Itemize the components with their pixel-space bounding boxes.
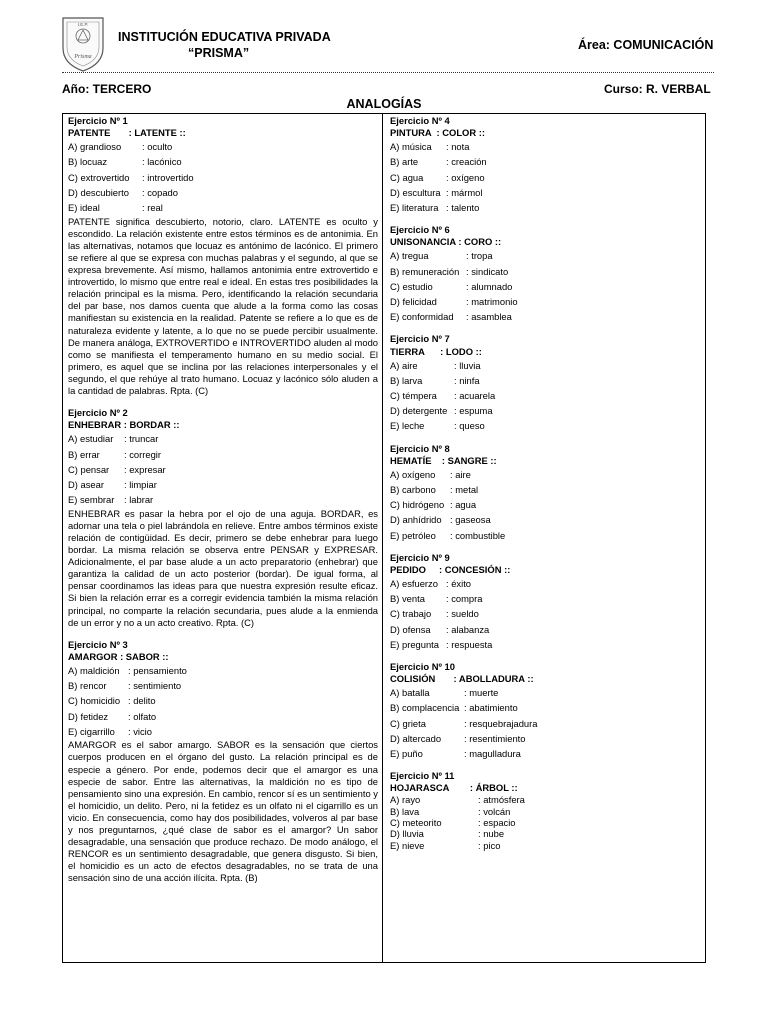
option-e: E) puño : magulladura <box>390 748 521 760</box>
base-pair: COLISIÓN : ABOLLADURA :: <box>390 673 534 685</box>
option-a: A) aire : lluvia <box>390 359 481 371</box>
option-d: D) descubierto : copado <box>68 187 178 199</box>
exercise-1 <box>68 115 378 397</box>
option-b: B) rencor : sentimiento <box>68 680 182 692</box>
exercise-title: Ejercicio Nº 8 <box>390 442 450 454</box>
option-c: C) extrovertido : introvertido <box>68 171 194 183</box>
option-b: B) larva : ninfa <box>390 374 480 386</box>
exercise-7 <box>390 333 702 433</box>
exercise-title: Ejercicio Nº 1 <box>68 115 128 126</box>
option-d: D) felicidad : matrimonio <box>390 296 518 307</box>
explanation-text: AMARGOR es el sabor amargo. SABOR es la sensación que ciertos cuerpos producen en el órgano del gusto. La relación principal es de especie a género. Por ende, podemos decir que el amargor es una especie de sabor. Entre las alternativas, la maldición no es tipo de pensamiento sino una expresión. En cambio, rencor sí es un sentimiento y el homicidio, un delito. Pero, ni la fetidez es un olfato ni el cigarrillo es un vicio. En consecuencia, como hay dos posibilidades, volveros al par base y nos preguntarnos, ¿qué clase de sabor es el amargor? Un sabor desagradable, una sensación que produce rechazo. De modo análogo, el RENCOR es un sentimiento desagradable, que genera disgusto. Si bien, el homicidio es un acto de efectos desagradables, no se trata de una sensación sino de una acción ilícita. Rpta. (B) <box>68 739 378 884</box>
option-b: B) arte : creación <box>390 156 487 168</box>
exercise-title: Ejercicio Nº 6 <box>390 224 450 236</box>
options-list <box>68 139 378 215</box>
exercise-title: Ejercicio Nº 2 <box>68 407 128 419</box>
option-b: B) remuneración : sindicato <box>390 265 509 277</box>
base-pair: ENHEBRAR : BORDAR :: <box>68 419 180 431</box>
school-crest-logo <box>58 14 108 74</box>
options-list <box>390 248 702 324</box>
option-d: D) anhídrido : gaseosa <box>390 514 491 526</box>
exercise-title: Ejercicio Nº 4 <box>390 115 450 126</box>
option-b: B) lava : volcán <box>390 805 511 817</box>
option-e: E) sembrar : labrar <box>68 494 154 506</box>
option-a: A) tregua : tropa <box>390 250 493 262</box>
explanation-text: ENHEBRAR es pasar la hebra por el ojo de una aguja. BORDAR, es adornar una tela o piel labrándola en relieve. Entre ambos términos existe relación de contigüidad. Es decir, primero se debe enhebrar para luego bordar. La misma relación se observa entre PENSAR y EXPRESAR. Adicionalmente, el par base alude a un acto preparatorio (enhebrar) que garantiza la calidad de un acto posterior (bordar). De igual forma, al pensar coordinamos las ideas para que nuestra expresión resulte eficaz. Si bien la relación errar es a corregir evidencia también la misma relación principal, no comparte la relación secundaria, pues alude a la enmienda de un error y no a un acto creativo. Rpta. (C) <box>68 507 378 628</box>
header-dotted-divider <box>62 72 714 73</box>
option-e: E) leche : queso <box>390 420 485 432</box>
right-column <box>390 115 702 851</box>
exercise-6 <box>390 224 702 324</box>
option-e: E) pregunta : respuesta <box>390 638 493 650</box>
option-a: A) maldición : pensamiento <box>68 664 187 676</box>
option-a: A) rayo : atmósfera <box>390 794 525 806</box>
institution-name-line1: INSTITUCIÓN EDUCATIVA PRIVADA <box>118 30 331 44</box>
base-pair: HOJARASCA : ÁRBOL :: <box>390 782 518 794</box>
option-a: A) oxígeno : aire <box>390 468 471 480</box>
option-c: C) meteorito : espacio <box>390 817 516 828</box>
options-list <box>390 139 702 215</box>
base-pair: UNISONANCIA : CORO :: <box>390 236 502 248</box>
options-list <box>390 685 702 761</box>
option-e: E) ideal : real <box>68 202 163 214</box>
options-list <box>390 794 702 850</box>
column-divider <box>382 113 383 963</box>
options-list <box>390 358 702 434</box>
exercise-11 <box>390 770 702 851</box>
exercise-9 <box>390 552 702 652</box>
option-c: C) homicidio : delito <box>68 695 156 707</box>
option-c: C) trabajo : sueldo <box>390 608 479 620</box>
option-d: D) lluvia : nube <box>390 828 505 840</box>
exercise-8 <box>390 443 702 543</box>
page-title: ANALOGÍAS <box>346 97 422 111</box>
option-e: E) conformidad : asamblea <box>390 311 512 323</box>
option-a: A) grandioso : oculto <box>68 141 173 153</box>
option-c: C) agua : oxígeno <box>390 171 485 183</box>
option-a: A) música : nota <box>390 141 470 153</box>
options-list <box>390 576 702 652</box>
course-name: Curso: R. VERBAL <box>604 82 711 96</box>
exercise-title: Ejercicio Nº 10 <box>390 661 455 673</box>
option-c: C) témpera : acuarela <box>390 390 496 401</box>
svg-text:Prisma: Prisma <box>74 54 92 60</box>
option-d: D) ofensa : alabanza <box>390 623 490 635</box>
exercise-2 <box>68 407 378 629</box>
base-pair: AMARGOR : SABOR :: <box>68 650 169 662</box>
exercise-10 <box>390 661 702 761</box>
exercise-title: Ejercicio Nº 9 <box>390 551 450 563</box>
option-d: D) detergente : espuma <box>390 405 493 417</box>
option-c: C) pensar : expresar <box>68 463 166 475</box>
option-c: C) estudio : alumnado <box>390 280 513 292</box>
option-d: D) asear : limpiar <box>68 479 157 491</box>
options-list <box>390 467 702 543</box>
left-column <box>68 115 378 884</box>
option-e: E) literatura : talento <box>390 202 480 213</box>
option-c: C) grieta : resquebrajadura <box>390 717 538 729</box>
option-c: C) hidrógeno : agua <box>390 499 477 511</box>
option-e: E) nieve : pico <box>390 839 501 851</box>
exercise-title: Ejercicio Nº 7 <box>390 333 450 345</box>
explanation-text: PATENTE significa descubierto, notorio, claro. LATENTE es oculto y escondido. La relación existente entre estos términos es de antonimia. En las alternativas, notamos que locuaz es antónimo de lacónico. El primero se refiere al que se expresa con muchas palabras y el segundo, al que se expresa brevemente. Así mismo, hallamos antonimia entre extrovertido e introvertido, lo mismo que entre real e ideal. En estas tres posibilidades la relación principal es la misma. Pero, identificando la relación secundaria del par base, nos damos cuenta que alude a la forma como las cosas manifiestan su existencia en la realidad. Patente se refiere a lo que es de naturaleza evidente y latente, a lo que no se puede percibir usualmente. De manera análoga, EXTROVERTIDO e INTROVERTIDO aluden al modo como se manifiesta el temperamento humano en su medio social. El primero, es aquel que se inclina por las relaciones interpersonales y el segundo, el que rehúye al trato humano. Locuaz y lacónico sólo aluden a la cantidad de palabras. Rpta. (C) <box>68 215 378 396</box>
exercise-title: Ejercicio Nº 3 <box>68 638 128 650</box>
option-d: D) escultura : mármol <box>390 186 483 198</box>
school-year: Año: TERCERO <box>62 82 152 96</box>
option-a: A) esfuerzo : éxito <box>390 578 472 589</box>
option-e: E) petróleo : combustible <box>390 529 506 541</box>
base-pair: TIERRA : LODO :: <box>390 345 482 357</box>
base-pair: HEMATÍE : SANGRE :: <box>390 454 497 466</box>
base-pair: PATENTE : LATENTE :: <box>68 127 186 139</box>
svg-text:I.E.P.: I.E.P. <box>77 22 89 27</box>
subject-area: Área: COMUNICACIÓN <box>578 38 714 52</box>
options-list <box>68 431 378 507</box>
option-d: D) fetidez : olfato <box>68 710 157 722</box>
base-pair: PEDIDO : CONCESIÓN :: <box>390 563 511 575</box>
option-a: A) batalla : muerte <box>390 687 499 699</box>
exercise-4 <box>390 115 702 215</box>
exercise-title: Ejercicio Nº 11 <box>390 770 455 782</box>
option-b: B) venta : compra <box>390 593 483 605</box>
base-pair: PINTURA : COLOR :: <box>390 127 485 139</box>
option-e: E) cigarrillo : vicio <box>68 726 152 738</box>
option-b: B) locuaz : lacónico <box>68 156 182 168</box>
options-list <box>68 663 378 739</box>
option-d: D) altercado : resentimiento <box>390 732 526 744</box>
option-b: B) complacencia : abatimiento <box>390 702 518 714</box>
exercise-3 <box>68 639 378 885</box>
option-b: B) errar : corregir <box>68 448 161 460</box>
institution-name-line2: “PRISMA” <box>188 46 250 60</box>
option-b: B) carbono : metal <box>390 484 479 495</box>
option-a: A) estudiar : truncar <box>68 433 159 445</box>
